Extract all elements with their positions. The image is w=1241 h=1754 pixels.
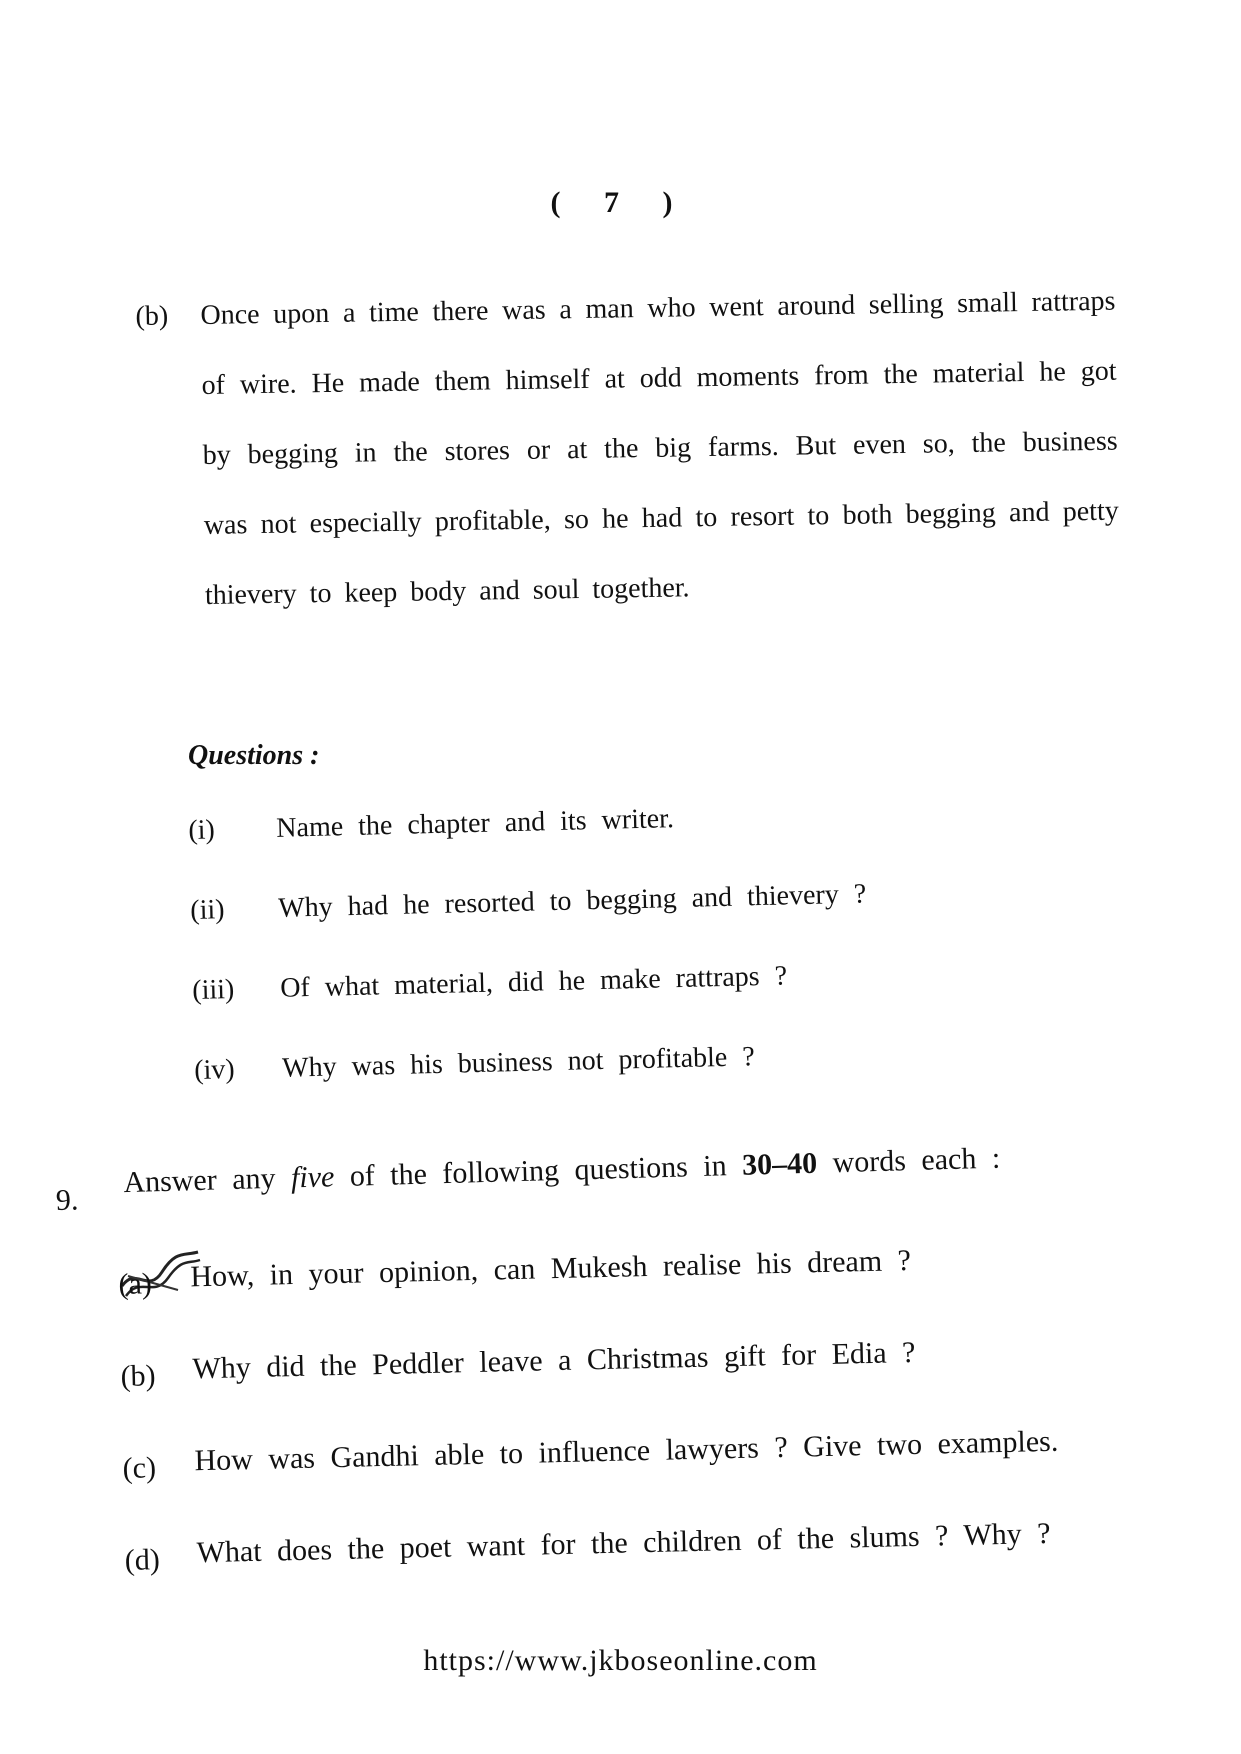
page-number: ( 7 ) (550, 186, 691, 219)
question-number: (iv) (193, 1053, 236, 1086)
short-question-text: Why did the Peddler leave a Christmas gift for Edia ? (192, 1335, 916, 1386)
short-question-text: What does the poet want for the children of the slums ? Why ? (196, 1516, 1051, 1570)
question-text: Why had he resorted to begging and thievery ? (277, 878, 867, 924)
instruction-part: of the following questions in (333, 1148, 743, 1194)
instruction-emphasis: five (290, 1160, 335, 1195)
questions-heading: Questions : (188, 740, 320, 771)
short-question-number: (d) (124, 1543, 161, 1577)
section-9-question-list (118, 1238, 1166, 1630)
short-question-number: (a) (118, 1267, 153, 1301)
question-number: (iii) (191, 973, 235, 1006)
passage-block (135, 267, 1120, 632)
question-number: (i) (188, 814, 216, 846)
instruction-part: Answer any (122, 1161, 292, 1200)
section-number: 9. (55, 1183, 79, 1217)
section-9-instruction (55, 1137, 1155, 1217)
word-limit: 30–40 (741, 1146, 818, 1182)
passage-text: Once upon a time there was a man who went around selling small rattraps of wire. He made them himself at odd moments from the material he got by begging in the stores or at the big farms. But even so, the business was not especially profitable, so he had to resort to both begging and petty thievery to keep body and soul together. (200, 285, 1119, 611)
passage-label: (b) (135, 300, 169, 332)
instruction-part: words each : (816, 1141, 1001, 1180)
question-list (188, 793, 1076, 1134)
short-question-text: How, in your opinion, can Mukesh realise his dream ? (189, 1244, 912, 1294)
question-text: Why was his business not profitable ? (281, 1041, 756, 1084)
question-text: Of what material, did he make rattraps ? (279, 960, 788, 1004)
instruction-text (123, 1142, 1001, 1200)
footer-url[interactable]: https://www.jkboseonline.com (423, 1644, 818, 1677)
question-number: (ii) (189, 894, 225, 926)
short-question-number: (b) (120, 1359, 156, 1393)
question-text: Name the chapter and its writer. (275, 803, 675, 844)
short-question-text: How was Gandhi able to influence lawyers ? Give two examples. (194, 1424, 1059, 1478)
short-question-number: (c) (122, 1451, 157, 1485)
